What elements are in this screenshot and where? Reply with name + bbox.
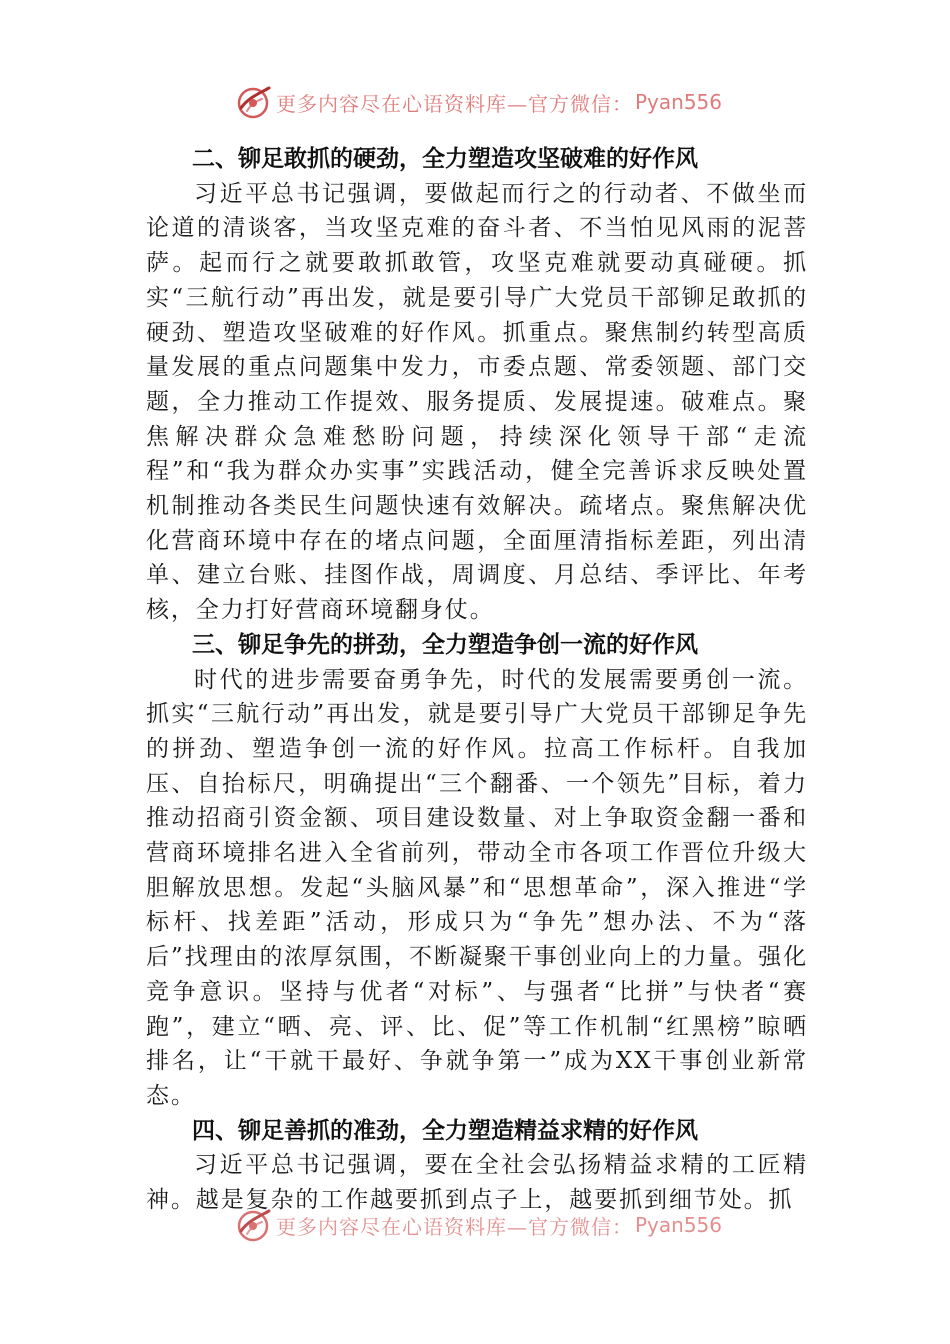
watermark-text: 更多内容尽在心语资料库—官方微信： [276, 91, 633, 116]
watermark-wechat-id: Pyan556 [635, 90, 723, 114]
section-heading: 二、铆足敢抓的硬劲，全力塑造攻坚破难的好作风 [192, 146, 698, 172]
section-paragraph: 习近平总书记强调，要做起而行之的行动者、不做坐而论道的清谈客，当攻坚克难的奋斗者、不当怕见风雨的泥菩萨。起而行之就要敢抓敢管，攻坚克难就要动真碰硬。抓实“三航行动”再出发，就是要引导广大党员干部铆足敢抓的硬劲、塑造攻坚破难的好作风。抓重点。聚焦制约转型高质量发展的重点问题集中发力，市委点题、常委领题、部门交题，全力推动工作提效、服务提质、发展提速。破难点。聚焦解决群众急难愁盼问题，持续深化领导干部“走流程”和“我为群众办实事”实践活动，健全完善诉求反映处置机制推动各类民生问题快速有效解决。疏堵点。聚焦解决优化营商环境中存在的堵点问题，全面厘清指标差距，列出清单、建立台账、挂图作战，周调度、月总结、季评比、年考核，全力打好营商环境翻身仗。 [146, 180, 808, 624]
section-paragraph: 习近平总书记强调，要在全社会弘扬精益求精的工匠精神。越是复杂的工作越要抓到点子上，越要抓到细节处。抓 [146, 1152, 808, 1214]
watermark-logo-icon [236, 84, 272, 120]
section-heading: 四、铆足善抓的准劲，全力塑造精益求精的好作风 [192, 1117, 698, 1144]
document-body [146, 142, 808, 1218]
section-heading: 三、铆足争先的拼劲，全力塑造争创一流的好作风 [192, 631, 698, 658]
watermark-logo-icon [236, 1207, 272, 1243]
watermark-text: 更多内容尽在心语资料库—官方微信： [276, 1214, 633, 1239]
watermark-wechat-id: Pyan556 [635, 1213, 723, 1237]
section-paragraph: 时代的进步需要奋勇争先，时代的发展需要勇创一流。抓实“三航行动”再出发，就是要引导广大党员干部铆足争先的拼劲、塑造争创一流的好作风。拉高工作标杆。自我加压、自抬标尺，明确提出“三个翻番、一个领先”目标，着力推动招商引资金额、项目建设数量、对上争取资金翻一番和营商环境排名进入全省前列，带动全市各项工作晋位升级大胆解放思想。发起“头脑风暴”和“思想革命”，深入推进“学标杆、找差距”活动，形成只为“争先”想办法、不为“落后”找理由的浓厚氛围，不断凝聚干事创业向上的力量。强化竞争意识。坚持与优者“对标”、与强者“比拼”与快者“赛跑”，建立“晒、亮、评、比、促”等工作机制“红黑榜”晾晒排名，让“干就干最好、争就争第一”成为XX干事创业新常态。 [146, 666, 808, 1109]
watermark-header [236, 84, 722, 120]
watermark-footer [236, 1207, 722, 1243]
